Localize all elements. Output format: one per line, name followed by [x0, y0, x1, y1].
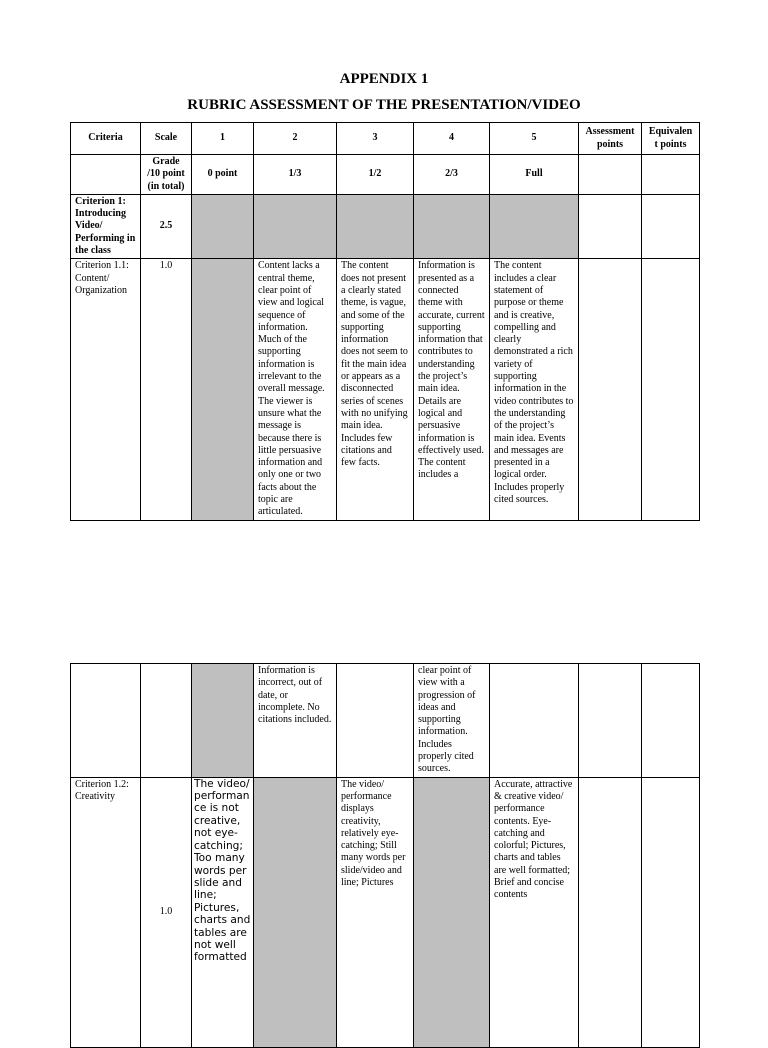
header-level-5: 5: [490, 123, 579, 155]
criterion-1-2-assessment: [579, 777, 642, 1047]
subheader-level-3: 1/2: [337, 155, 414, 195]
criterion-1-1-scale: 1.0: [141, 259, 192, 520]
criterion-1-2-scale: 1.0: [141, 777, 192, 1047]
subheader-scale: Grade /10 point (in total): [141, 155, 192, 195]
criterion-1-1-assessment: [579, 259, 642, 520]
criterion-1-level-4: [414, 194, 490, 258]
cont-equivalent: [642, 664, 700, 778]
criterion-1-2-level-1: The video/ performance is not creative, not eye-catching; Too many words per slide and line; Pictures, charts and tables are not well formatted: [192, 777, 254, 1047]
header-level-4: 4: [414, 123, 490, 155]
cont-assessment: [579, 664, 642, 778]
subheader-level-1: 0 point: [192, 155, 254, 195]
cont-scale: [141, 664, 192, 778]
subheader-equivalent: [642, 155, 700, 195]
rubric-table-page-2: [70, 663, 700, 1048]
cont-level-1: [192, 664, 254, 778]
cont-level-5: [490, 664, 579, 778]
criterion-1-equivalent: [642, 194, 700, 258]
criterion-1-level-5: [490, 194, 579, 258]
criterion-1-2-label: Criterion 1.2: Creativity: [71, 777, 141, 1047]
criterion-1-1-level-1: [192, 259, 254, 520]
criterion-1-1-level-3: The content does not present a clearly stated theme, is vague, and some of the supporting information does not seem to fit the main idea or appears as a disconnected series of scenes with no unifying main idea. Includes few citations and few facts.: [337, 259, 414, 520]
header-equivalent-points: Equivalen t points: [642, 123, 700, 155]
subheader-level-2: 1/3: [254, 155, 337, 195]
cont-criteria: [71, 664, 141, 778]
header-scale: Scale: [141, 123, 192, 155]
header-level-3: 3: [337, 123, 414, 155]
subheader-empty: [71, 155, 141, 195]
criterion-1-1-level-2: Content lacks a central theme, clear point of view and logical sequence of information. Much of the supporting information is irrelevant to the overall message. The viewer is unsure what the message is because there is little persuasive information and only one or two facts about the topic are articulated.: [254, 259, 337, 520]
subheader-assessment: [579, 155, 642, 195]
criterion-1-1-level-4-cont: clear point of view with a progression of ideas and supporting information. Includes properly cited sources.: [414, 664, 490, 778]
criterion-1-2-level-2: [254, 777, 337, 1047]
criterion-1-1-row: [71, 259, 700, 520]
criterion-1-level-1: [192, 194, 254, 258]
cont-level-3: [337, 664, 414, 778]
criterion-1-1-level-2-cont: Information is incorrect, out of date, or incomplete. No citations included.: [254, 664, 337, 778]
criterion-1-scale: 2.5: [141, 194, 192, 258]
header-level-1: 1: [192, 123, 254, 155]
criterion-1-1-equivalent: [642, 259, 700, 520]
criterion-1-level-2: [254, 194, 337, 258]
subheader-level-4: 2/3: [414, 155, 490, 195]
criterion-1-level-3: [337, 194, 414, 258]
appendix-title: APPENDIX 1: [339, 71, 429, 87]
subheader-level-5: Full: [490, 155, 579, 195]
criterion-1-1-level-4: Information is presented as a connected theme with accurate, current supporting information that contributes to understanding the project’s main idea. Details are logical and persuasive information is effectively used. The content includes a: [414, 259, 490, 520]
criterion-1-2-level-5: Accurate, attractive & creative video/ performance contents. Eye-catching and colorful; Pictures, charts and tables are well formatted; Brief and concise contents: [490, 777, 579, 1047]
criterion-1-2-level-4: [414, 777, 490, 1047]
criterion-1-1-level-5: The content includes a clear statement of purpose or theme and is creative, compelling and clearly demonstrated a rich variety of supporting information in the video contributes to the understanding of the project’s main idea. Events and messages are presented in a logical order. Includes properly cited sources.: [490, 259, 579, 520]
criterion-1-2-row: [71, 777, 700, 1047]
header-criteria: Criteria: [71, 123, 141, 155]
criterion-1-1-label: Criterion 1.1: Content/ Organization: [71, 259, 141, 520]
rubric-table-page-1: [70, 122, 700, 521]
subheader-row: [71, 155, 700, 195]
header-level-2: 2: [254, 123, 337, 155]
header-assessment-points: Assessment points: [579, 123, 642, 155]
criterion-1-2-equivalent: [642, 777, 700, 1047]
criterion-1-row: [71, 194, 700, 258]
criterion-1-assessment: [579, 194, 642, 258]
criterion-1-2-level-3: The video/ performance displays creativity, relatively eye-catching; Still many words per slide/video and line; Pictures: [337, 777, 414, 1047]
rubric-title: RUBRIC ASSESSMENT OF THE PRESENTATION/VIDEO: [187, 97, 581, 113]
header-row: [71, 123, 700, 155]
criterion-1-1-continued-row: [71, 664, 700, 778]
criterion-1-label: Criterion 1: Introducing Video/ Performing in the class: [71, 194, 141, 258]
